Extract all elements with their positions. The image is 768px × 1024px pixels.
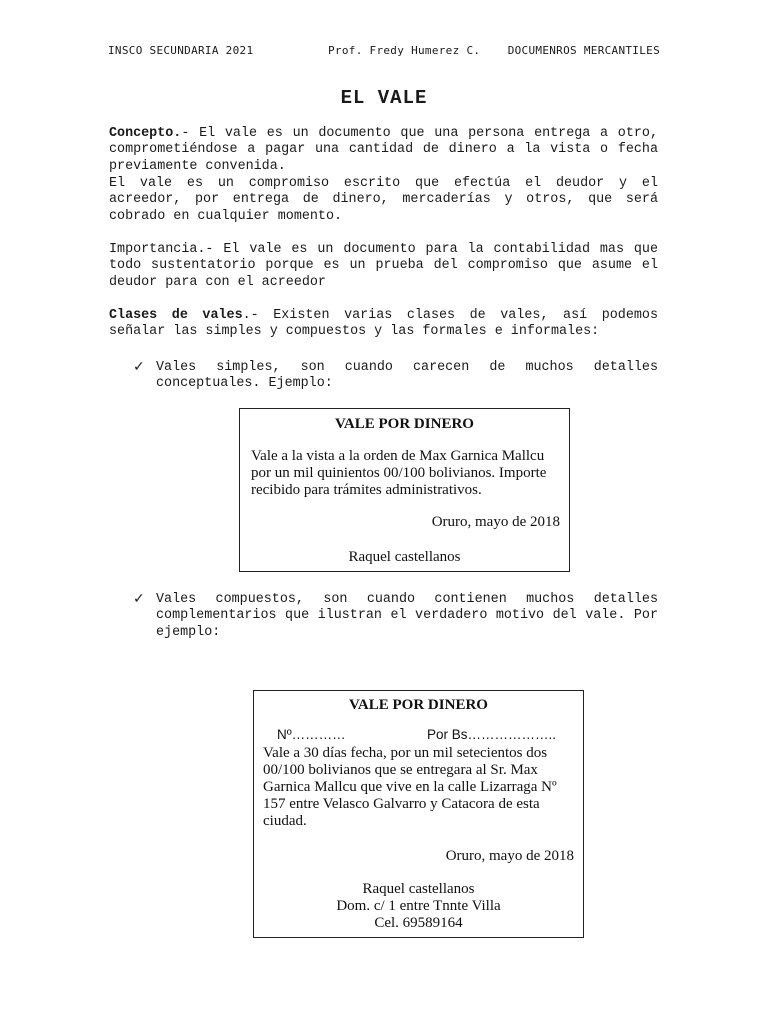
vale-title: VALE POR DINERO bbox=[335, 416, 474, 432]
vale-phone: Cel. 69589164 bbox=[374, 915, 463, 931]
header-school: INSCO SECUNDARIA 2021 bbox=[108, 44, 254, 57]
vale-signature-block bbox=[254, 881, 583, 932]
header-teacher: Prof. Fredy Humerez C. bbox=[328, 44, 481, 57]
vale-signature: Raquel castellanos bbox=[348, 549, 461, 565]
vale-body: Vale a 30 días fecha, por un mil setecientos dos 00/100 bolivianos que se entregara al Sr. Max Garnica Mallcu que vive en la calle Lizarraga Nº 157 entre Velasco Galvarro y Catacora de esta ciudad. bbox=[263, 745, 557, 829]
concepto-paragraph-2: El vale es un compromiso escrito que efectúa el deudor y el acreedor, por entrega de dinero, mercaderías y otros, que será cobrado en cualquier momento. bbox=[109, 176, 658, 224]
vale-compuesto-example bbox=[253, 690, 584, 938]
checkmark-icon: ✓ bbox=[133, 359, 145, 375]
vale-simple-example bbox=[239, 408, 570, 572]
vale-title: VALE POR DINERO bbox=[349, 697, 488, 713]
vale-amount: Por Bs……………….. bbox=[427, 727, 557, 742]
header-subject: DOCUMENROS MERCANTILES bbox=[507, 44, 660, 57]
page-header bbox=[108, 40, 660, 60]
page-title: EL VALE bbox=[340, 87, 428, 109]
clases-text: .- Existen varias clases de vales, así podemos señalar las simples y compuestos y las formales e informales: bbox=[109, 308, 658, 340]
checkmark-icon: ✓ bbox=[133, 591, 145, 607]
bullet-vales-simples: Vales simples, son cuando carecen de muchos detalles conceptuales. Ejemplo: bbox=[156, 360, 658, 392]
concepto-paragraph bbox=[109, 126, 658, 175]
vale-date: Oruro, mayo de 2018 bbox=[445, 848, 574, 864]
vale-body: Vale a la vista a la orden de Max Garnica Mallcu por un mil quinientos 00/100 bolivianos. Importe recibido para trámites administrativos. bbox=[251, 448, 547, 498]
concepto-text: - El vale es un documento que una persona entrega a otro, comprometiéndose a pagar una cantidad de dinero a la vista o fecha previamente convenida. bbox=[109, 126, 658, 174]
vale-signature: Raquel castellanos bbox=[362, 881, 475, 897]
vale-address: Dom. c/ 1 entre Tnnte Villa bbox=[336, 898, 501, 914]
vale-date: Oruro, mayo de 2018 bbox=[431, 514, 560, 530]
importancia-paragraph: Importancia.- El vale es un documento para la contabilidad mas que todo sustentatorio porque es un prueba del compromiso que asume el deudor para con el acreedor bbox=[109, 242, 658, 290]
clases-label: Clases de vales bbox=[109, 308, 243, 323]
clases-paragraph bbox=[109, 308, 658, 341]
concepto-label: Concepto. bbox=[109, 126, 182, 141]
bullet-vales-compuestos: Vales compuestos, son cuando contienen muchos detalles complementarios que ilustran el verdadero motivo del vale. Por ejemplo: bbox=[156, 592, 658, 640]
vale-number: Nº………… bbox=[277, 727, 346, 742]
